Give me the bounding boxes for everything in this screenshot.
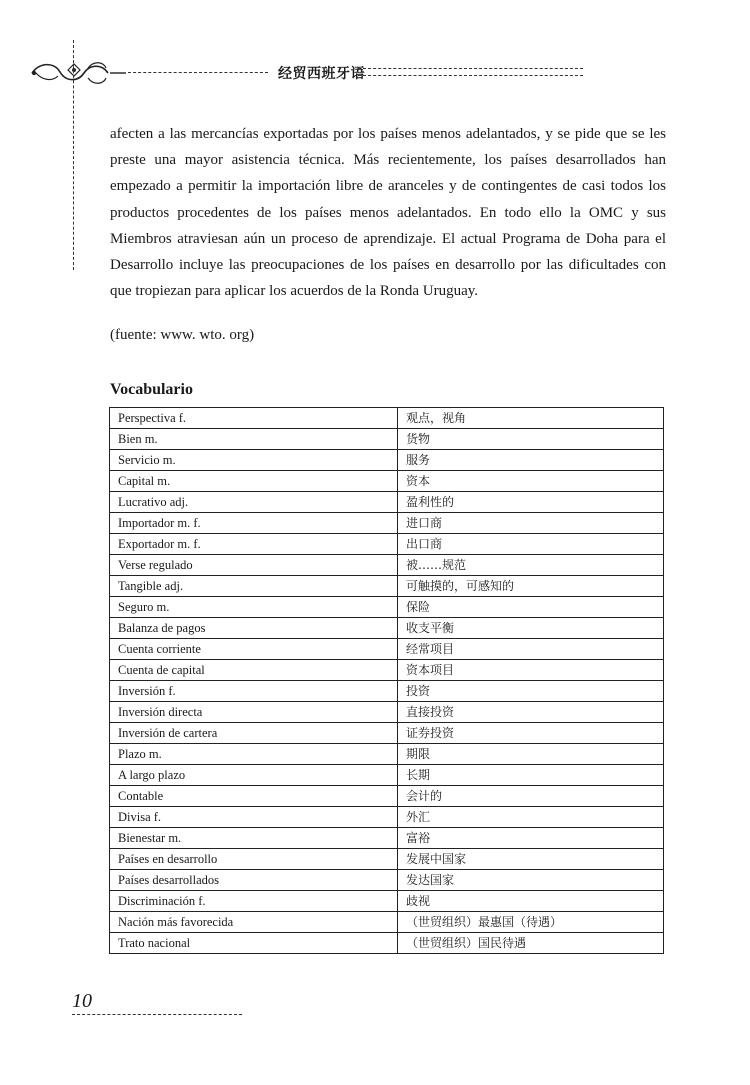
spanish-term: Bien m. [110,429,398,450]
table-row [110,828,664,849]
table-row [110,597,664,618]
table-row [110,492,664,513]
chinese-translation: 直接投资 [398,702,664,723]
chinese-translation: （世贸组织）最惠国（待遇） [398,912,664,933]
running-head-title: 经贸西班牙语 [278,66,365,82]
chinese-translation: 服务 [398,450,664,471]
paragraph: afecten a las mercancías exportadas por los países menos adelantados, y se pide que se les preste una mayor asistencia técnica. Más recientemente, los países desarrollados han empezado a permitir la importación libre de aranceles y de contingentes de casi todos los productos procedentes de los países menos adelantados. En todo ello la OMC y sus Miembros atraviesan aún un proceso de aprendizaje. El actual Programa de Doha para el Desarrollo incluye las preocupaciones de los países en desarrollo por las dificultades con que tropiezan para aplicar los acuerdos de la Ronda Uruguay. [110,126,666,300]
chinese-translation: 资本项目 [398,660,664,681]
body-text [110,121,666,304]
spanish-term: Exportador m. f. [110,534,398,555]
vocabulary-table [109,407,664,954]
spanish-term: Inversión f. [110,681,398,702]
table-row [110,723,664,744]
table-row [110,933,664,954]
table-row [110,702,664,723]
spanish-term: A largo plazo [110,765,398,786]
table-row [110,870,664,891]
chinese-translation: 可触摸的，可感知的 [398,576,664,597]
table-row [110,660,664,681]
chinese-translation: 资本 [398,471,664,492]
table-row [110,744,664,765]
chinese-translation: 投资 [398,681,664,702]
table-row [110,807,664,828]
chinese-translation: 货物 [398,429,664,450]
table-row [110,555,664,576]
table-row [110,450,664,471]
spanish-term: Lucrativo adj. [110,492,398,513]
table-row [110,429,664,450]
chinese-translation: 盈利性的 [398,492,664,513]
spanish-term: Nación más favorecida [110,912,398,933]
ornament-icon [28,58,128,88]
header-divider [128,72,268,73]
spanish-term: Seguro m. [110,597,398,618]
margin-line [73,40,74,270]
spanish-term: Países desarrollados [110,870,398,891]
chinese-translation: 期限 [398,744,664,765]
chinese-translation: 证券投资 [398,723,664,744]
chinese-translation: 进口商 [398,513,664,534]
spanish-term: Plazo m. [110,744,398,765]
table-row [110,891,664,912]
header-divider [358,75,583,76]
spanish-term: Países en desarrollo [110,849,398,870]
spanish-term: Cuenta de capital [110,660,398,681]
spanish-term: Inversión directa [110,702,398,723]
table-row [110,618,664,639]
chinese-translation: 长期 [398,765,664,786]
chinese-translation: 被……规范 [398,555,664,576]
spanish-term: Verse regulado [110,555,398,576]
footer-divider [72,1014,242,1015]
spanish-term: Bienestar m. [110,828,398,849]
spanish-term: Importador m. f. [110,513,398,534]
chinese-translation: 收支平衡 [398,618,664,639]
vocabulary-title: Vocabulario [110,381,193,398]
table-row [110,849,664,870]
spanish-term: Cuenta corriente [110,639,398,660]
table-row [110,576,664,597]
page-header [28,58,568,92]
table-row [110,786,664,807]
table-row [110,408,664,429]
spanish-term: Capital m. [110,471,398,492]
spanish-term: Discriminación f. [110,891,398,912]
spanish-term: Contable [110,786,398,807]
chinese-translation: 外汇 [398,807,664,828]
table-row [110,534,664,555]
table-row [110,639,664,660]
header-divider [358,68,583,69]
chinese-translation: 观点，视角 [398,408,664,429]
table-row [110,765,664,786]
chinese-translation: 富裕 [398,828,664,849]
spanish-term: Divisa f. [110,807,398,828]
table-row [110,681,664,702]
chinese-translation: 保险 [398,597,664,618]
spanish-term: Inversión de cartera [110,723,398,744]
table-row [110,471,664,492]
chinese-translation: 歧视 [398,891,664,912]
chinese-translation: 发达国家 [398,870,664,891]
source-citation: (fuente: www. wto. org) [110,327,255,343]
table-row [110,912,664,933]
page-number: 10 [72,990,92,1012]
chinese-translation: 出口商 [398,534,664,555]
spanish-term: Trato nacional [110,933,398,954]
chinese-translation: （世贸组织）国民待遇 [398,933,664,954]
chinese-translation: 经常项目 [398,639,664,660]
chinese-translation: 发展中国家 [398,849,664,870]
spanish-term: Servicio m. [110,450,398,471]
spanish-term: Tangible adj. [110,576,398,597]
spanish-term: Perspectiva f. [110,408,398,429]
spanish-term: Balanza de pagos [110,618,398,639]
chinese-translation: 会计的 [398,786,664,807]
table-row [110,513,664,534]
